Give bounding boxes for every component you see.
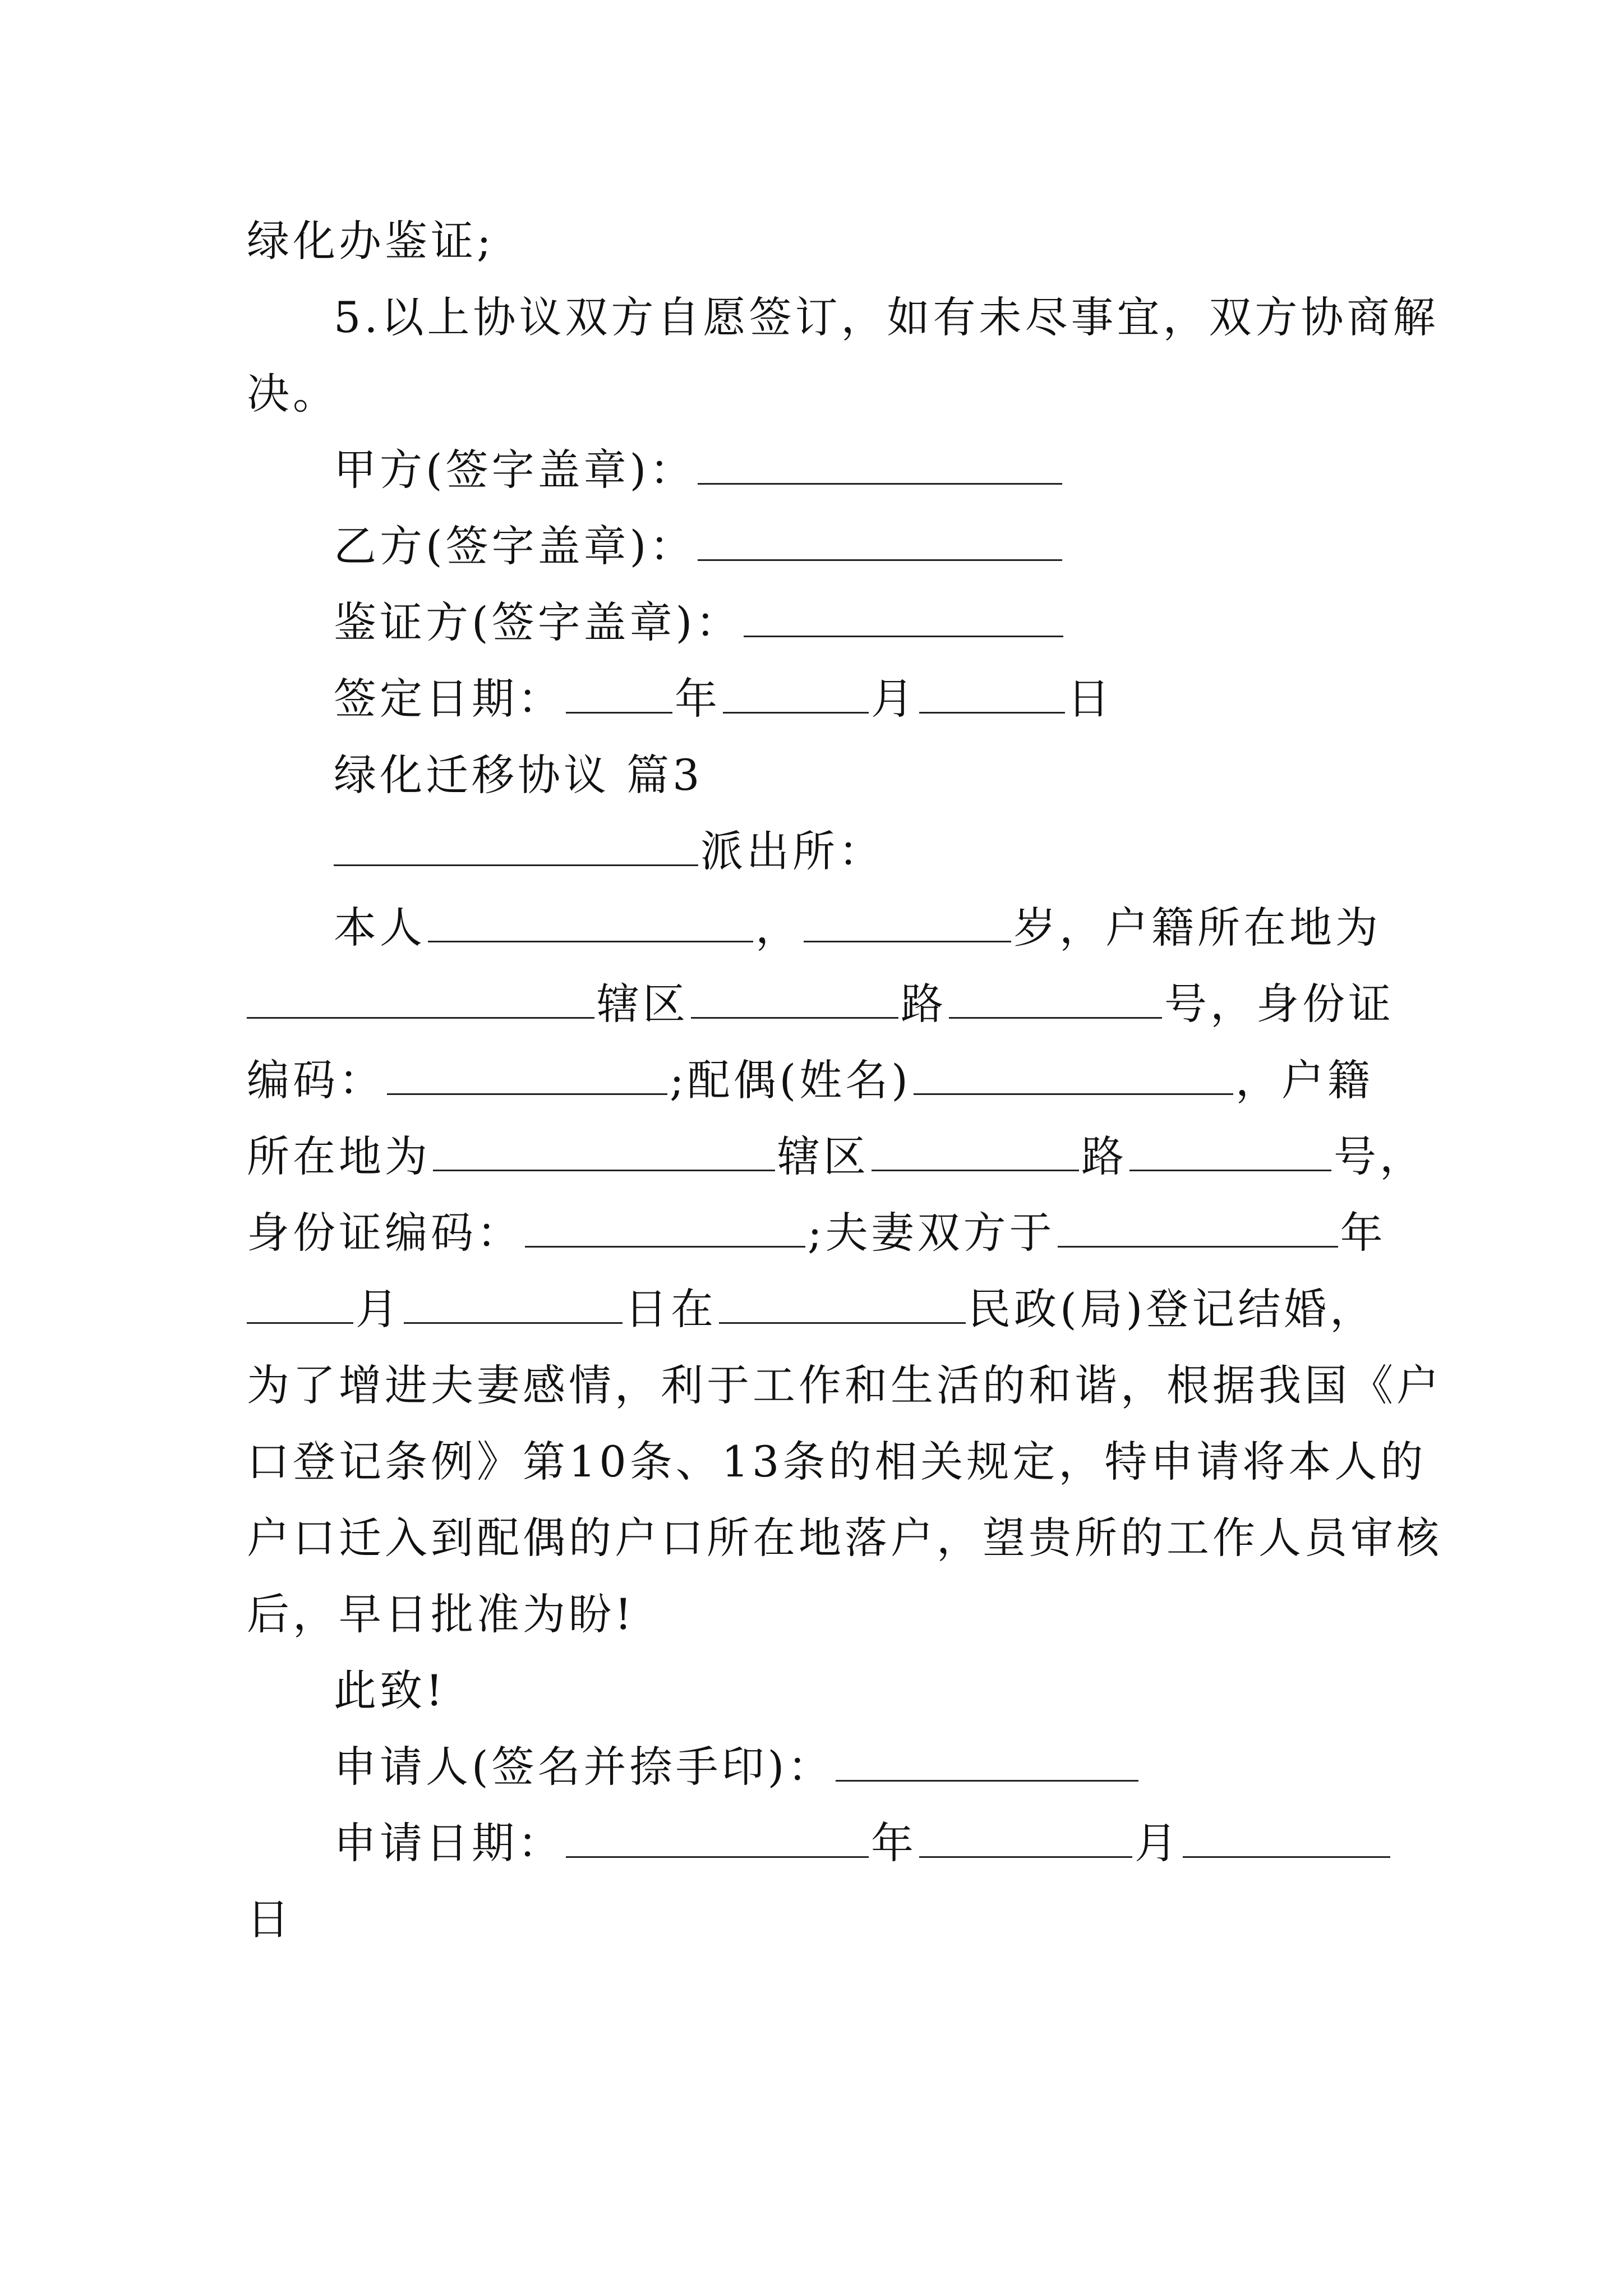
blank-field xyxy=(719,1286,966,1324)
signature-line-witness xyxy=(334,595,1478,651)
blank-field xyxy=(949,981,1162,1019)
blank-field xyxy=(919,1820,1132,1858)
text: 绿化办鉴证; xyxy=(247,216,495,266)
text-line xyxy=(247,1358,1442,1414)
text: 日在 xyxy=(625,1284,717,1334)
text-line xyxy=(247,1586,1391,1642)
blank-field xyxy=(247,1286,353,1324)
blank-field xyxy=(566,1820,869,1858)
text: 年 xyxy=(675,674,721,724)
text: 辖区 xyxy=(597,979,689,1029)
applicant-signature-line xyxy=(334,1739,1478,1795)
blank-field xyxy=(1183,1820,1390,1858)
blank-field xyxy=(744,600,1063,637)
text-line xyxy=(247,1205,1391,1261)
text: 年 xyxy=(1340,1208,1386,1258)
text: 路 xyxy=(901,979,947,1029)
text-line xyxy=(334,900,1478,956)
date-line xyxy=(334,671,1478,727)
text: 民政(局)登记结婚， xyxy=(968,1284,1376,1334)
signature-line-party-a xyxy=(334,442,1478,498)
text: 月 xyxy=(871,674,917,724)
blank-field xyxy=(334,829,698,866)
text: 派出所： xyxy=(700,826,884,876)
text: 口登记条例》第10条、13条的相关规定，特申请将本人的 xyxy=(247,1437,1427,1487)
text: ;夫妻双方于 xyxy=(808,1208,1055,1258)
label: 签定日期： xyxy=(334,674,564,724)
text-line xyxy=(247,1052,1391,1108)
text-line xyxy=(247,1129,1426,1185)
text-line xyxy=(247,213,1391,269)
label: 鉴证方(签字盖章)： xyxy=(334,597,742,647)
text-line xyxy=(247,1510,1442,1566)
text: 日 xyxy=(1067,674,1113,724)
text: ，户籍 xyxy=(1235,1055,1373,1105)
text-line xyxy=(247,366,1391,422)
text-line xyxy=(247,1434,1427,1490)
text: 编码： xyxy=(247,1055,385,1105)
blank-field xyxy=(919,676,1065,714)
blank-field xyxy=(691,981,898,1019)
text: 绿化迁移协议 篇3 xyxy=(334,750,703,800)
text: 日 xyxy=(247,1894,293,1944)
text: 辖区 xyxy=(777,1131,869,1181)
label: 申请人(签名并捺手印)： xyxy=(334,1742,834,1792)
text: 所在地为 xyxy=(247,1131,431,1181)
blank-field xyxy=(804,905,1011,942)
text: 此致! xyxy=(334,1665,446,1715)
text: 号， xyxy=(1334,1131,1426,1181)
blank-field xyxy=(525,1210,805,1248)
blank-field xyxy=(1058,1210,1338,1248)
blank-field xyxy=(428,905,753,942)
section-title xyxy=(334,747,1478,803)
blank-field xyxy=(387,1057,667,1095)
label: 甲方(签字盖章)： xyxy=(334,445,696,495)
blank-field xyxy=(836,1744,1138,1782)
blank-field xyxy=(566,676,672,714)
text: 户口迁入到配偶的户口所在地落户，望贵所的工作人员审核 xyxy=(247,1513,1442,1563)
blank-field xyxy=(247,981,594,1019)
blank-field xyxy=(698,523,1062,561)
text: 本人 xyxy=(334,903,426,953)
text-line xyxy=(247,1892,1391,1948)
text: 决。 xyxy=(247,369,339,418)
label: 申请日期： xyxy=(334,1818,564,1868)
text: 年 xyxy=(871,1818,917,1868)
blank-field xyxy=(914,1057,1233,1095)
closing-line xyxy=(334,1663,1478,1719)
text: 为了增进夫妻感情，利于工作和生活的和谐，根据我国《户 xyxy=(247,1360,1442,1410)
text: ;配偶(姓名) xyxy=(670,1055,911,1105)
blank-field xyxy=(1129,1134,1331,1171)
text: 月 xyxy=(356,1284,402,1334)
text-line xyxy=(247,1281,1391,1337)
application-date-line xyxy=(334,1815,1478,1871)
text: 月 xyxy=(1135,1818,1181,1868)
text: 身份证编码： xyxy=(247,1208,523,1258)
text: 5.以上协议双方自愿签订，如有未尽事宜，双方协商解 xyxy=(334,292,1439,342)
blank-field xyxy=(872,1134,1079,1171)
text: 号，身份证 xyxy=(1164,979,1394,1029)
text: 后，早日批准为盼! xyxy=(247,1589,635,1639)
text: 路 xyxy=(1081,1131,1127,1181)
blank-field xyxy=(698,447,1062,485)
text: ， xyxy=(755,903,801,953)
text-line xyxy=(334,289,1439,346)
label: 乙方(签字盖章)： xyxy=(334,521,696,571)
addressee-line xyxy=(334,823,1478,880)
blank-field xyxy=(404,1286,623,1324)
signature-line-party-b xyxy=(334,518,1478,574)
blank-field xyxy=(723,676,869,714)
text-line xyxy=(247,976,1394,1032)
blank-field xyxy=(433,1134,775,1171)
text: 岁，户籍所在地为 xyxy=(1013,903,1381,953)
